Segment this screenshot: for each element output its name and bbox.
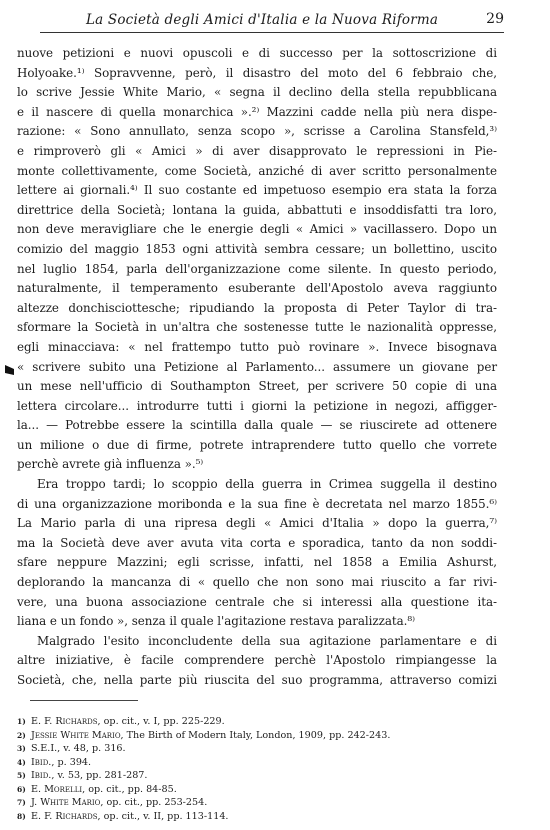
footnotes — [17, 715, 497, 823]
text-line: La Mario parla di una ripresa degli « Amici d'Italia » dopo la guerra,⁷⁾ — [17, 516, 497, 531]
text-line: non deve meravigliare che le energie degli « Amici » vacillassero. Dopo un — [17, 222, 497, 237]
footnote-author: Ibid., — [31, 770, 55, 781]
text-line: nel luglio 1854, parla dell'organizzazione come silente. In questo periodo, — [17, 261, 497, 276]
text-line: lo scrive Jessie White Mario, « segna il declino della stella repubblicana — [17, 85, 497, 100]
text-line: naturalmente, il temperamento esuberante dell'Apostolo aveva raggiunto — [17, 281, 497, 296]
footnote-reference: op. cit., v. I, pp. 225-229. — [100, 716, 225, 727]
footnote — [17, 756, 497, 770]
text-line: direttrice della Società; lontana la guida, abbattuti e insoddisfatti tra loro, — [17, 202, 497, 217]
footnote-divider — [30, 700, 138, 701]
text-line: egli minacciava: « nel frattempo tutto può rovinare ». Invece bisognava — [17, 339, 497, 354]
text-line: sfare neppure Mazzini; egli scrisse, infatti, nel 1858 a Emilia Ashurst, — [17, 555, 497, 570]
text-line: Società, che, nella parte più riuscita del suo programma, attraverso comizi — [17, 673, 497, 687]
text-line: razione: « Sono annullato, senza scopo », scrisse a Carolina Stansfeld,³⁾ — [17, 124, 497, 139]
text-line: un mese nell'ufficio di Southampton Street, per scrivere 50 copie di una — [17, 379, 497, 394]
text-line: sformare la Società in un'altra che sostenesse tutte le nazionalità oppresse, — [17, 320, 497, 335]
footnote-reference: v. 48, p. 316. — [60, 743, 126, 754]
text-line: e rimproverò gli « Amici » di aver disapprovato le repressioni in Pie- — [17, 143, 497, 158]
footnote — [17, 715, 497, 729]
footnote-author: E. F. Richards, — [31, 810, 101, 822]
footnote-number: 5) — [17, 771, 26, 780]
footnote — [17, 769, 497, 783]
text-line: deplorando la mancanza di « quello che non sono mai riuscito a far rivi- — [17, 575, 497, 590]
body-text — [17, 44, 497, 691]
footnote-reference: v. 53, pp. 281-287. — [54, 770, 148, 781]
text-line: vere, una buona associazione centrale che si interessi alla questione ita- — [17, 594, 497, 609]
footnote — [17, 729, 497, 743]
text-line: perchè avrete già influenza ».⁵⁾ — [17, 457, 204, 472]
text-line: altre iniziative, è facile comprendere perchè l'Apostolo rimpiangesse la — [17, 653, 497, 668]
footnote-author: Ibid., — [31, 756, 55, 768]
text-line: un milione o due di firme, potrete intraprendere tutto quello che vorrete — [17, 437, 497, 452]
text-line: Holyoake.¹⁾ Sopravvenne, però, il disastro del moto del 6 febbraio che, — [17, 65, 497, 80]
text-line: Malgrado l'esito inconcludente della sua agitazione parlamentare e di — [37, 633, 497, 648]
text-line: Era troppo tardi; lo scoppio della guerra in Crimea suggella il destino — [37, 477, 497, 492]
text-line: lettere ai giornali.⁴⁾ Il suo costante ed impetuoso esempio era stata la forza — [17, 183, 497, 198]
footnote-reference: p. 394. — [54, 756, 92, 768]
footnote-reference: op. cit., pp. 253-254. — [103, 797, 208, 808]
text-line: liana e un fondo », senza il quale l'agitazione restava paralizzata.⁸⁾ — [17, 614, 415, 629]
footnote-author: Jessie White Mario, — [31, 729, 124, 741]
margin-mark-icon — [5, 365, 14, 375]
footnote-number: 7) — [17, 798, 26, 807]
page-number: 29 — [486, 11, 504, 27]
footnote-number: 4) — [17, 757, 26, 767]
text-line: e il nascere di quella monarchica ».²⁾ Mazzini cadde nella più nera dispe- — [17, 104, 497, 119]
text-line: nuove petizioni e nuovi opuscoli e di successo per la sottoscrizione di — [17, 46, 497, 60]
footnote-number: 6) — [17, 784, 26, 794]
footnote — [17, 810, 497, 824]
text-line: ma la Società deve aver avuta vita corta e sporadica, tanto da non soddi- — [17, 535, 497, 550]
footnote-number: 2) — [17, 730, 26, 740]
text-line: di una organizzazione moribonda e la sua fine è decretata nel marzo 1855.⁶⁾ — [17, 496, 497, 511]
footnote — [17, 796, 497, 810]
text-line: comizio del maggio 1853 ogni attività sembra cessare; un bollettino, uscito — [17, 241, 497, 256]
text-line: lettera circolare... introdurre tutti i giorni la petizione in negozi, affigger- — [17, 398, 497, 413]
running-header — [40, 10, 504, 33]
footnote-reference: The Birth of Modern Italy, London, 1909, pp. 242-243. — [123, 729, 391, 741]
footnote-reference: op. cit., pp. 84-85. — [85, 783, 177, 795]
footnote-number: 3) — [17, 744, 26, 753]
footnote-author: E. Morelli, — [31, 783, 86, 795]
footnote-number: 8) — [17, 811, 26, 821]
footnote — [17, 742, 497, 756]
text-line: monte collettivamente, come Società, anziché di aver scritto personalmente — [17, 163, 497, 178]
running-title: La Società degli Amici d'Italia e la Nuova Riforma — [86, 12, 439, 28]
footnote-author: S.E.I., — [31, 743, 61, 754]
text-line: la... — Potrebbe essere la scintilla dalla quale — se riuscirete ad ottenere — [17, 418, 497, 433]
text-line: altezze donchisciottesche; ripudiando la proposta di Peter Taylor di tra- — [17, 300, 497, 315]
text-line: « scrivere subito una Petizione al Parlamento... assumere un giovane per — [17, 359, 497, 374]
footnote-reference: op. cit., v. II, pp. 113-114. — [100, 810, 229, 822]
footnote-number: 1) — [17, 717, 26, 726]
footnote-author: E. F. Richards, — [31, 716, 101, 727]
footnote — [17, 783, 497, 797]
footnote-author: J. White Mario, — [31, 797, 104, 808]
